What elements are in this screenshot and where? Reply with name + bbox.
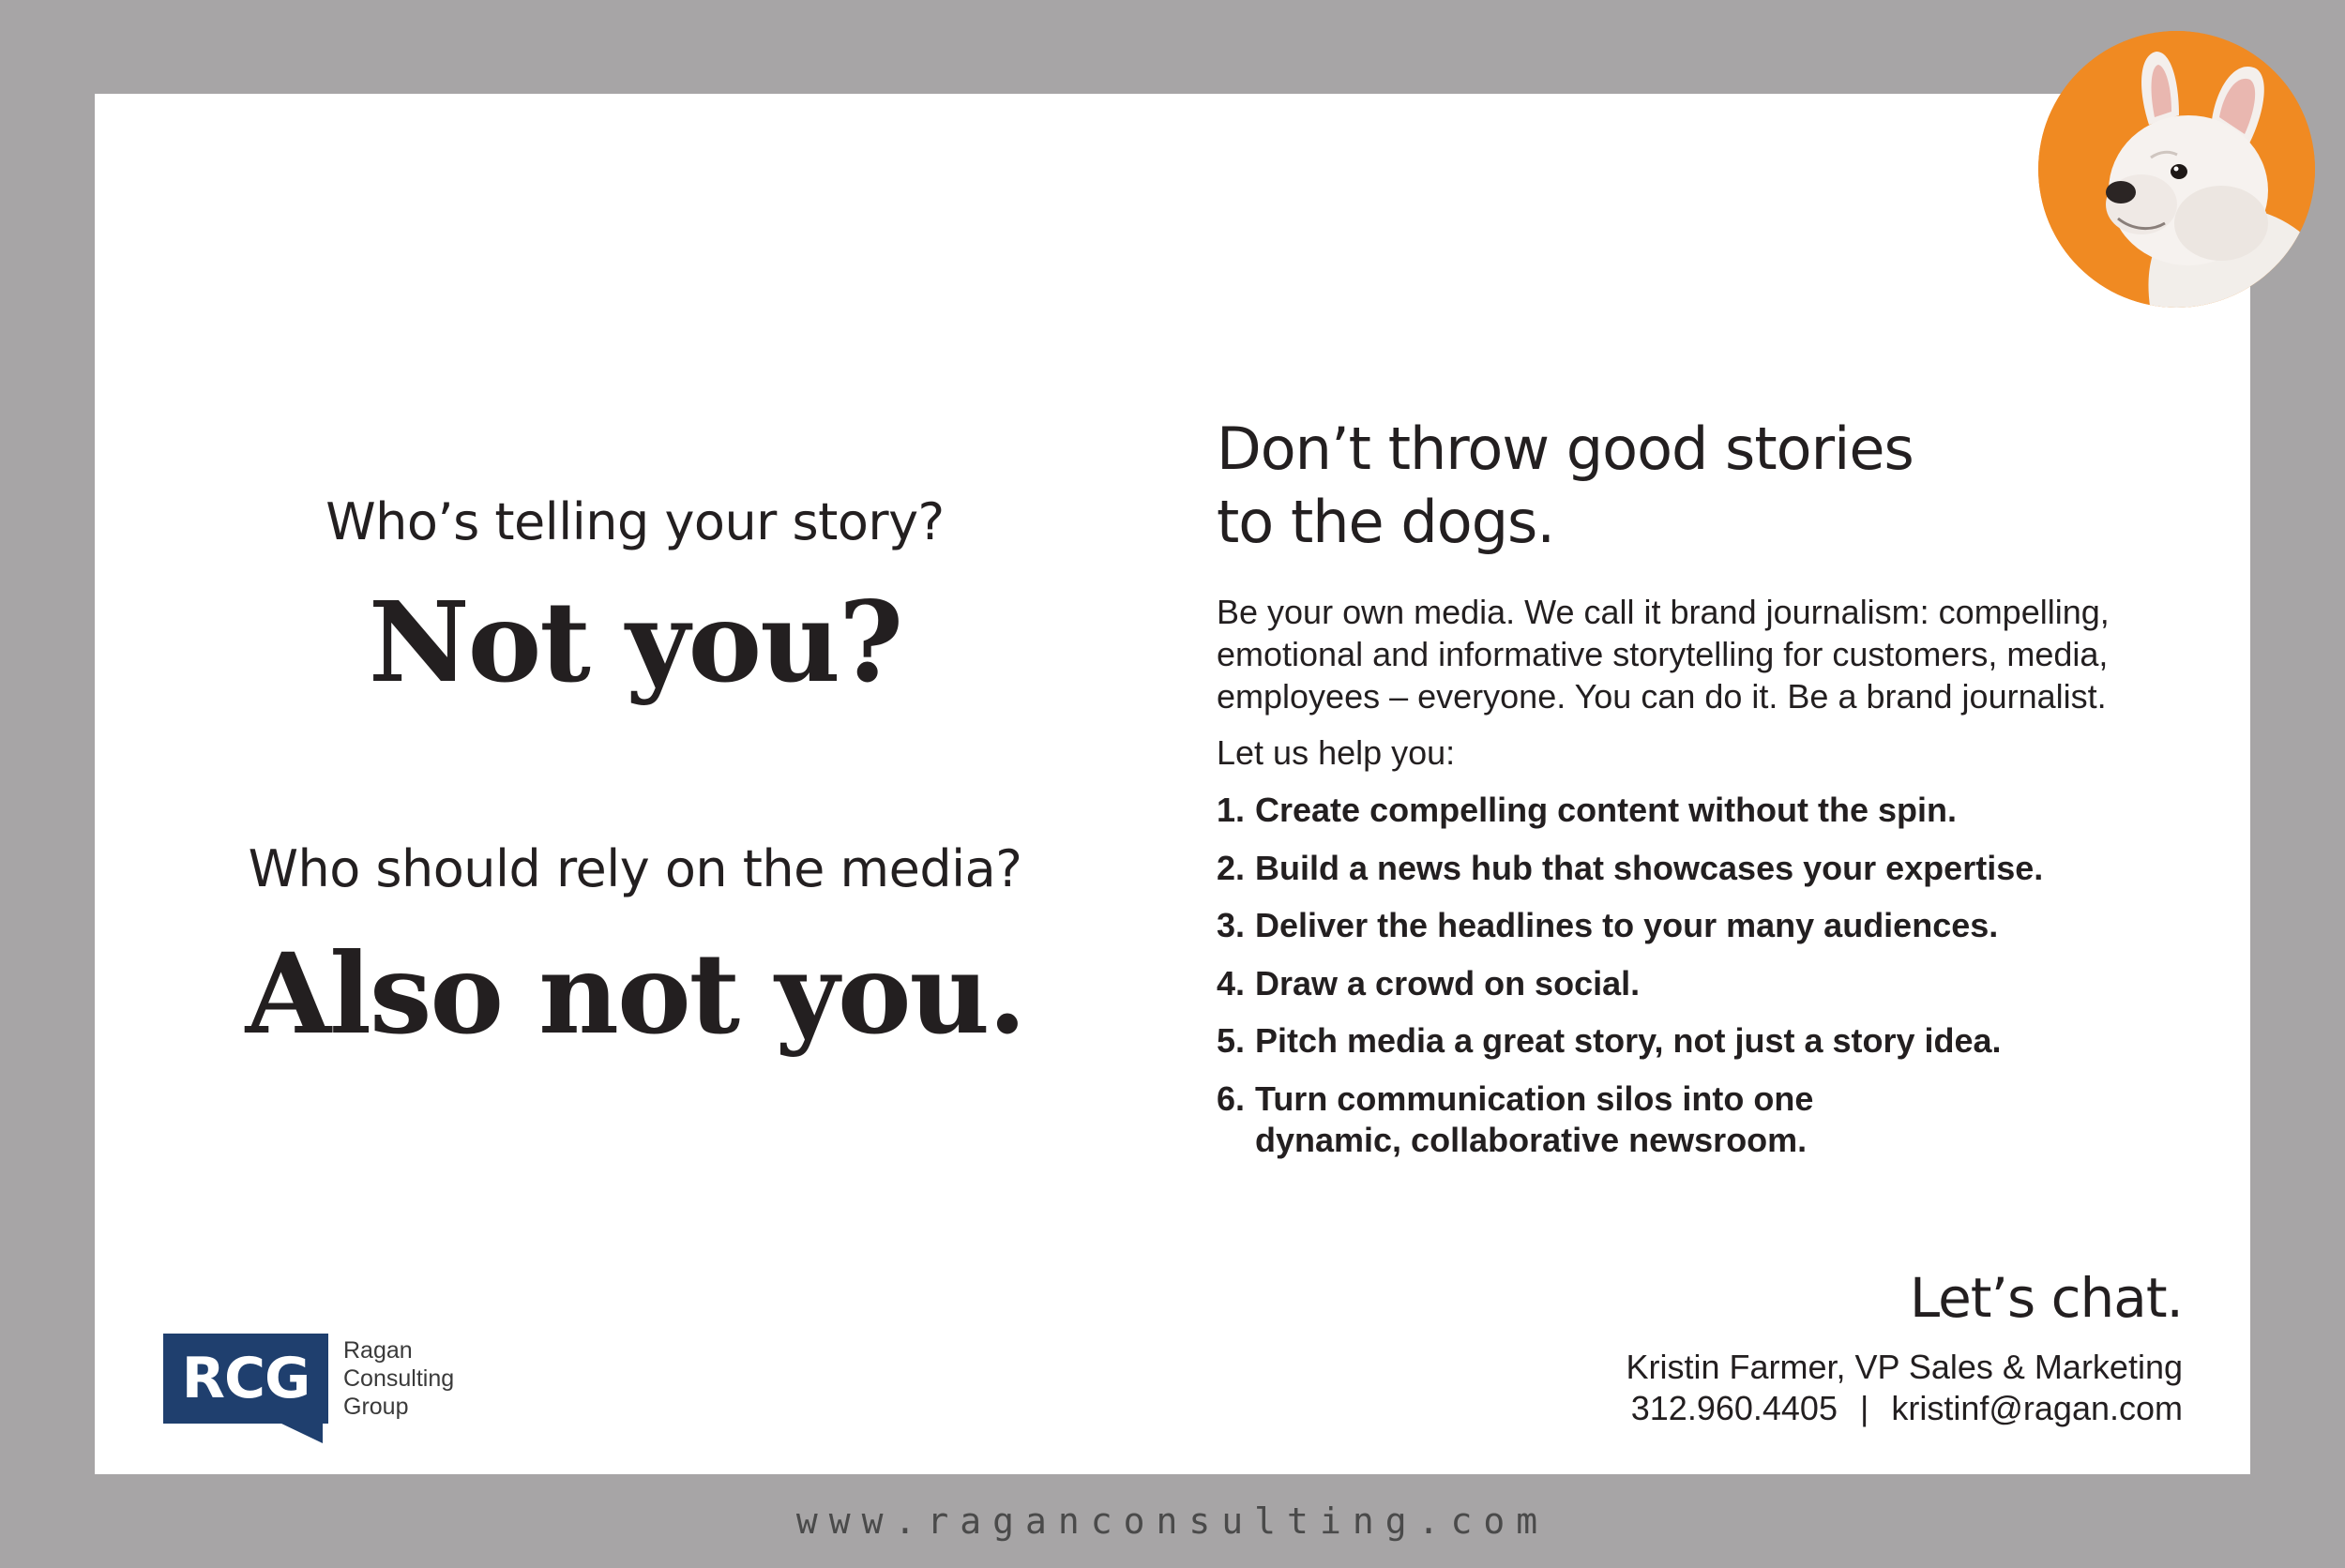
- help-intro: Let us help you:: [1217, 733, 1456, 772]
- list-item-text: Build a news hub that showcases your expertise.: [1255, 848, 2044, 887]
- logo-wordmark: [343, 1336, 454, 1421]
- intro-paragraph: [1217, 591, 2211, 717]
- cta-title: Let’s chat.: [1909, 1266, 2183, 1330]
- answer-also-not-you: Also not you.: [245, 928, 1025, 1059]
- contact-phone[interactable]: 312.960.4405: [1630, 1389, 1838, 1427]
- dog-illustration: [2038, 31, 2315, 308]
- speech-bubble-tail-icon: [280, 1423, 323, 1443]
- logo-line: Group: [343, 1394, 409, 1420]
- list-item-number: 6.: [1217, 1078, 1246, 1118]
- list-item-number: 5.: [1217, 1021, 1246, 1060]
- list-item: [1217, 963, 2211, 1004]
- contact-line: [1626, 1388, 2183, 1429]
- contact-separator: |: [1859, 1389, 1869, 1427]
- list-item-text: Deliver the headlines to your many audiences.: [1255, 906, 1999, 944]
- headline-line: to the dogs.: [1217, 488, 1555, 556]
- logo-line: Ragan: [343, 1337, 413, 1364]
- rcg-logo: [163, 1334, 328, 1444]
- contact-block: [1626, 1347, 2183, 1429]
- list-item-number: 1.: [1217, 791, 1246, 829]
- intro-line: emotional and informative storytelling for customers, media,: [1217, 635, 2109, 673]
- answer-not-you: Not you?: [368, 577, 902, 707]
- intro-line: employees – everyone. You can do it. Be a brand journalist.: [1217, 677, 2107, 716]
- headline-line: Don’t throw good stories: [1217, 415, 1914, 483]
- list-item: [1217, 1078, 2211, 1161]
- list-item-number: 3.: [1217, 906, 1246, 944]
- list-item-text: Pitch media a great story, not just a story idea.: [1255, 1021, 2002, 1060]
- question-story: Who’s telling your story?: [325, 492, 945, 551]
- question-media: Who should rely on the media?: [248, 839, 1022, 898]
- list-item: [1217, 848, 2211, 889]
- list-item-text: Turn communication silos into one dynamic, collaborative newsroom.: [1255, 1078, 1814, 1159]
- services-list: [1217, 790, 2211, 1177]
- logo-line: Consulting: [343, 1365, 455, 1392]
- rcg-logo-mark: RCG: [163, 1334, 328, 1424]
- list-item-number: 2.: [1217, 848, 1246, 887]
- list-item-text: Draw a crowd on social.: [1255, 963, 1641, 1003]
- contact-email[interactable]: kristinf@ragan.com: [1891, 1389, 2183, 1427]
- list-item: [1217, 790, 2211, 831]
- contact-name: Kristin Farmer, VP Sales & Marketing: [1626, 1348, 2183, 1386]
- list-item-number: 4.: [1217, 963, 1246, 1003]
- headline: [1217, 413, 2061, 559]
- dog-photo-badge: [2038, 31, 2315, 308]
- list-item-text: Create compelling content without the spin.: [1255, 791, 1958, 829]
- list-item: [1217, 1020, 2211, 1062]
- intro-line: Be your own media. We call it brand journalism: compelling,: [1217, 593, 2110, 631]
- list-item: [1217, 905, 2211, 946]
- website-url[interactable]: www.raganconsulting.com: [795, 1500, 1550, 1542]
